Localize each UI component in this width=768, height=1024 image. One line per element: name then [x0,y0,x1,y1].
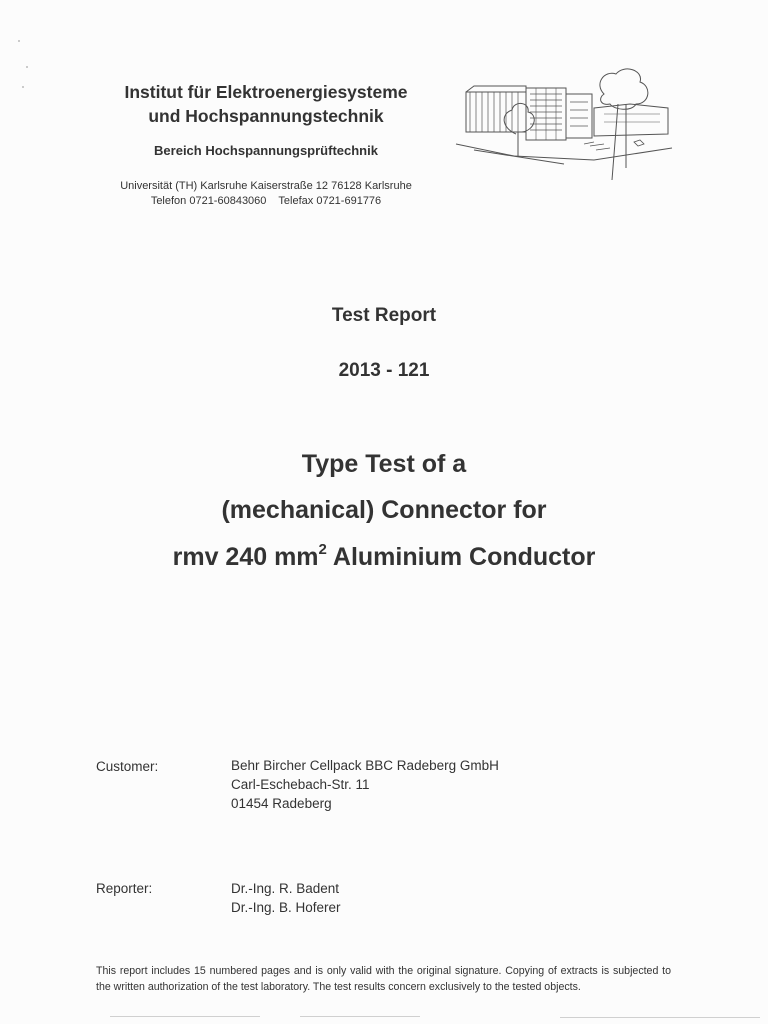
institute-name-line2: und Hochspannungstechnik [148,106,384,126]
report-disclaimer: This report includes 15 numbered pages and is only valid with the original signature. Copying of extracts is subjected to the written authorization of the test laboratory. The test results concern exclusively to the tested objects. [96,965,671,993]
report-number: 2013 - 121 [338,360,430,381]
customer-city: 01454 Radeberg [231,796,332,811]
scan-speck [18,40,20,42]
customer-street: Carl-Eschebach-Str. 11 [231,777,370,792]
department-name: Bereich Hochspannungsprüftechnik [154,143,378,158]
report-title-line2: (mechanical) Connector for [221,496,547,524]
reporter-details [231,879,341,917]
title-line3-end: Aluminium Conductor [326,543,596,571]
customer-name: Behr Bircher Cellpack BBC Radeberg GmbH [231,758,499,773]
report-label: Test Report [331,305,437,326]
scan-edge-line [560,1017,760,1018]
scan-speck [22,86,24,88]
title-superscript: 2 [318,541,327,558]
institute-address: Universität (TH) Karlsruhe Kaiserstraße 12 76128 Karlsruhe [120,180,412,192]
reporter-name-1: Dr.-Ing. R. Badent [231,881,340,896]
report-title-line1: Type Test of a [301,450,467,478]
scan-edge-line [110,1016,260,1017]
scan-speck [26,66,28,68]
reporter-name-2: Dr.-Ing. B. Hoferer [231,900,341,915]
report-title-line3 [0,543,768,572]
fax-number: Telefax 0721-691776 [278,195,382,207]
phone-number: Telefon 0721-60843060 [150,195,267,207]
title-line3-main: rmv 240 mm [172,543,319,571]
scan-edge-line [300,1016,420,1017]
institute-name-line1: Institut für Elektroenergiesysteme [124,82,408,102]
institute-building-illustration-icon [454,64,676,184]
reporter-label: Reporter: [96,881,153,896]
customer-details [231,756,499,813]
customer-label: Customer: [96,759,159,774]
contact-line [96,195,436,207]
